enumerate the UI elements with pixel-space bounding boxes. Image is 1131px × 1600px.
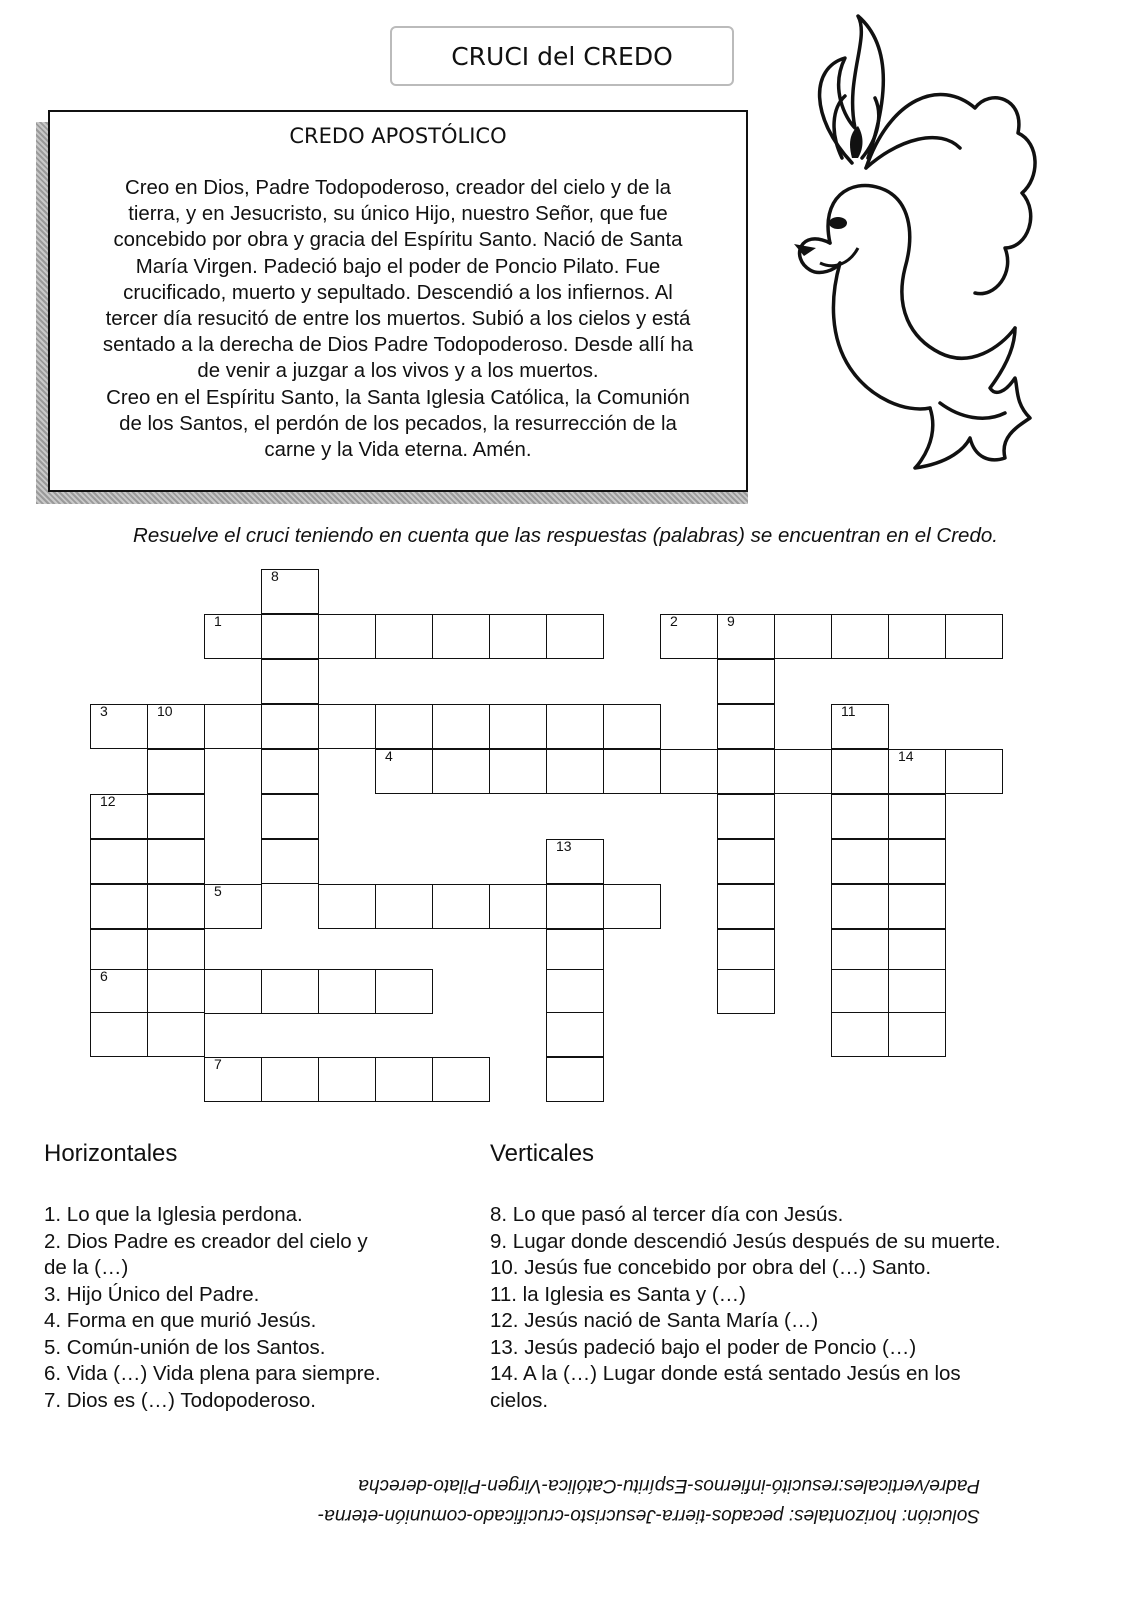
crossword-cell[interactable]	[318, 704, 376, 749]
crossword-cell[interactable]	[831, 749, 889, 794]
crossword-cell[interactable]	[774, 614, 832, 659]
crossword-cell[interactable]	[375, 749, 433, 794]
crossword-cell[interactable]	[717, 839, 775, 884]
crossword-cell[interactable]	[90, 794, 148, 839]
clue-number: 3	[100, 703, 108, 719]
crossword-cell[interactable]	[489, 884, 547, 929]
crossword-cell[interactable]	[546, 839, 604, 884]
crossword-cell[interactable]	[204, 704, 262, 749]
clue-item: 12. Jesús nació de Santa María (…)	[490, 1309, 819, 1332]
crossword-cell[interactable]	[717, 929, 775, 974]
crossword-cell[interactable]	[546, 704, 604, 749]
clue-number: 4	[385, 748, 393, 764]
credo-heading: CREDO APOSTÓLICO	[289, 124, 507, 148]
crossword-cell[interactable]	[318, 969, 376, 1014]
crossword-cell[interactable]	[204, 614, 262, 659]
crossword-cell[interactable]	[717, 969, 775, 1014]
dove-illustration	[790, 8, 1050, 478]
crossword-cell[interactable]	[90, 704, 148, 749]
credo-line: de los Santos, el perdón de los pecados, la resurrección de la	[119, 412, 677, 435]
crossword-cell[interactable]	[147, 969, 205, 1014]
clue-item: 14. A la (…) Lugar donde está sentado Jesús en los	[490, 1362, 961, 1385]
credo-line: crucificado, muerto y sepultado. Descendió a los infiernos. Al	[123, 281, 673, 304]
horizontales-heading: Horizontales	[44, 1140, 178, 1167]
crossword-cell[interactable]	[888, 794, 946, 839]
credo-line: María Virgen. Padeció bajo el poder de Poncio Pilato. Fue	[135, 255, 661, 278]
credo-line: Creo en Dios, Padre Todopoderoso, creador del cielo y de la	[125, 177, 671, 199]
clue-number: 11	[841, 703, 856, 719]
clue-number: 14	[898, 748, 914, 764]
clue-item: 11. la Iglesia es Santa y (…)	[490, 1282, 746, 1306]
crossword-cell[interactable]	[432, 884, 490, 929]
clue-item: 13. Jesús padeció bajo el poder de Poncio (…)	[490, 1335, 917, 1359]
clue-number: 5	[214, 883, 222, 899]
horizontales-list	[44, 1202, 381, 1414]
crossword-cell[interactable]	[261, 749, 319, 794]
crossword-cell[interactable]	[945, 749, 1003, 794]
crossword-cell[interactable]	[603, 884, 661, 929]
crossword-cell[interactable]	[546, 1057, 604, 1102]
crossword-cell[interactable]	[546, 1012, 604, 1057]
crossword-cell[interactable]	[717, 794, 775, 839]
crossword-cell[interactable]	[717, 749, 775, 794]
crossword-cell[interactable]	[90, 929, 148, 974]
crossword-cell[interactable]	[831, 614, 889, 659]
crossword-cell[interactable]	[261, 614, 319, 659]
crossword-cell[interactable]	[489, 749, 547, 794]
clue-number: 8	[271, 568, 279, 584]
clue-number: 9	[727, 613, 735, 629]
crossword-cell[interactable]	[489, 614, 547, 659]
credo-line: de venir a juzgar a los vivos y a los muertos.	[197, 360, 599, 383]
crossword-cell[interactable]	[888, 749, 946, 794]
clue-number: 10	[157, 703, 173, 719]
clue-number: 2	[670, 613, 678, 629]
crossword-cell[interactable]	[261, 1057, 319, 1102]
crossword-cell[interactable]	[318, 614, 376, 659]
clue-number: 6	[100, 968, 108, 984]
credo-line: carne y la Vida eterna. Amén.	[264, 439, 532, 462]
crossword-cell[interactable]	[318, 884, 376, 929]
crossword-cell[interactable]	[888, 929, 946, 974]
crossword-cell[interactable]	[888, 614, 946, 659]
credo-line: Creo en el Espíritu Santo, la Santa Iglesia Católica, la Comunión	[106, 386, 690, 409]
crossword-cell[interactable]	[261, 839, 319, 884]
crossword-cell[interactable]	[546, 614, 604, 659]
page-title	[390, 26, 734, 86]
credo-text	[64, 175, 732, 463]
page-title-text: CRUCI del CREDO	[451, 41, 673, 71]
crossword-cell[interactable]	[147, 704, 205, 749]
solution-line: Solución: horizontales: pecados-tierra-Jesucristo-crucificado-comunión-eterna-	[317, 1505, 980, 1526]
crossword-cell[interactable]	[660, 749, 718, 794]
crossword-cell[interactable]	[375, 969, 433, 1014]
credo-line: sentado a la derecha de Dios Padre Todopoderoso. Desde allí ha	[102, 334, 694, 357]
crossword-cell[interactable]	[90, 839, 148, 884]
solution-line: Padre/verticales:resucitó-infiernos-Espíritu-Católica-Virgen-Pilato-derecha	[358, 1475, 980, 1496]
crossword-cell[interactable]	[945, 614, 1003, 659]
crossword-cell[interactable]	[888, 969, 946, 1014]
crossword-cell[interactable]	[831, 839, 889, 884]
crossword-cell[interactable]	[831, 884, 889, 929]
crossword-cell[interactable]	[261, 659, 319, 704]
clue-item: 3. Hijo Único del Padre.	[44, 1282, 260, 1306]
crossword-cell[interactable]	[261, 704, 319, 749]
clue-item: de la (…)	[44, 1256, 129, 1279]
clue-item: cielos.	[490, 1388, 549, 1412]
crossword-cell[interactable]	[90, 884, 148, 929]
clue-item: 5. Común-unión de los Santos.	[44, 1335, 326, 1359]
crossword-cell[interactable]	[660, 614, 718, 659]
crossword-cell[interactable]	[888, 839, 946, 884]
upside-down-solution	[150, 1470, 980, 1530]
crossword-cell[interactable]	[831, 1012, 889, 1057]
crossword-cell[interactable]	[90, 1012, 148, 1057]
crossword-cell[interactable]	[318, 1057, 376, 1102]
crossword-cell[interactable]	[261, 569, 319, 614]
crossword-cell[interactable]	[204, 884, 262, 929]
credo-line: tierra, y en Jesucristo, su único Hijo, nuestro Señor, que fue	[128, 203, 668, 226]
crossword-cell[interactable]	[717, 659, 775, 704]
clue-item: 6. Vida (…) Vida plena para siempre.	[44, 1362, 381, 1385]
credo-line: tercer día resucitó de entre los muertos. Subió a los cielos y está	[105, 308, 691, 331]
verticales-list	[490, 1202, 1001, 1414]
crossword-cell[interactable]	[717, 704, 775, 749]
crossword-cell[interactable]	[489, 704, 547, 749]
crossword-cell[interactable]	[375, 614, 433, 659]
verticales-heading: Verticales	[490, 1140, 595, 1167]
crossword-cell[interactable]	[603, 749, 661, 794]
crossword-cell[interactable]	[432, 614, 490, 659]
clue-item: 8. Lo que pasó al tercer día con Jesús.	[490, 1203, 844, 1226]
crossword-cell[interactable]	[147, 1012, 205, 1057]
crossword-cell[interactable]	[147, 839, 205, 884]
instruction-text: Resuelve el cruci teniendo en cuenta que las respuestas (palabras) se encuentran en el Credo.	[133, 524, 998, 547]
crossword-cell[interactable]	[717, 614, 775, 659]
crossword-cell[interactable]	[546, 749, 604, 794]
crossword-cell[interactable]	[432, 704, 490, 749]
crossword-cell[interactable]	[147, 929, 205, 974]
clue-item: 4. Forma en que murió Jesús.	[44, 1309, 317, 1332]
crossword-cell[interactable]	[261, 794, 319, 839]
crossword-cell[interactable]	[90, 969, 148, 1014]
crossword-cell[interactable]	[888, 1012, 946, 1057]
crossword-cell[interactable]	[147, 884, 205, 929]
crossword-cell[interactable]	[774, 749, 832, 794]
crossword-cell[interactable]	[432, 749, 490, 794]
clue-item: 2. Dios Padre es creador del cielo y	[44, 1229, 368, 1253]
crossword-cell[interactable]	[603, 704, 661, 749]
crossword-cell[interactable]	[147, 749, 205, 794]
clue-item: 1. Lo que la Iglesia perdona.	[44, 1203, 303, 1226]
clue-number: 1	[214, 613, 222, 629]
crossword-cell[interactable]	[546, 929, 604, 974]
credo-line: concebido por obra y gracia del Espíritu Santo. Nació de Santa	[113, 229, 683, 252]
crossword-cell[interactable]	[432, 1057, 490, 1102]
crossword-cell[interactable]	[831, 794, 889, 839]
crossword-cell[interactable]	[204, 1057, 262, 1102]
crossword-cell[interactable]	[147, 794, 205, 839]
crossword-cell[interactable]	[717, 884, 775, 929]
crossword-cell[interactable]	[546, 969, 604, 1014]
crossword-cell[interactable]	[204, 969, 262, 1014]
clue-item: 10. Jesús fue concebido por obra del (…) Santo.	[490, 1256, 932, 1279]
clue-number: 12	[100, 793, 116, 809]
crossword-cell[interactable]	[831, 704, 889, 749]
crossword-cell[interactable]	[831, 969, 889, 1014]
credo-box	[48, 110, 748, 492]
crossword-cell[interactable]	[888, 884, 946, 929]
clue-item: 9. Lugar donde descendió Jesús después de su muerte.	[490, 1229, 1001, 1253]
crossword-cell[interactable]	[375, 1057, 433, 1102]
clue-number: 13	[556, 838, 572, 854]
crossword-cell[interactable]	[375, 704, 433, 749]
clue-number: 7	[214, 1056, 222, 1072]
crossword-cell[interactable]	[546, 884, 604, 929]
clue-item: 7. Dios es (…) Todopoderoso.	[44, 1388, 316, 1412]
crossword-cell[interactable]	[261, 969, 319, 1014]
crossword-cell[interactable]	[831, 929, 889, 974]
crossword-cell[interactable]	[375, 884, 433, 929]
